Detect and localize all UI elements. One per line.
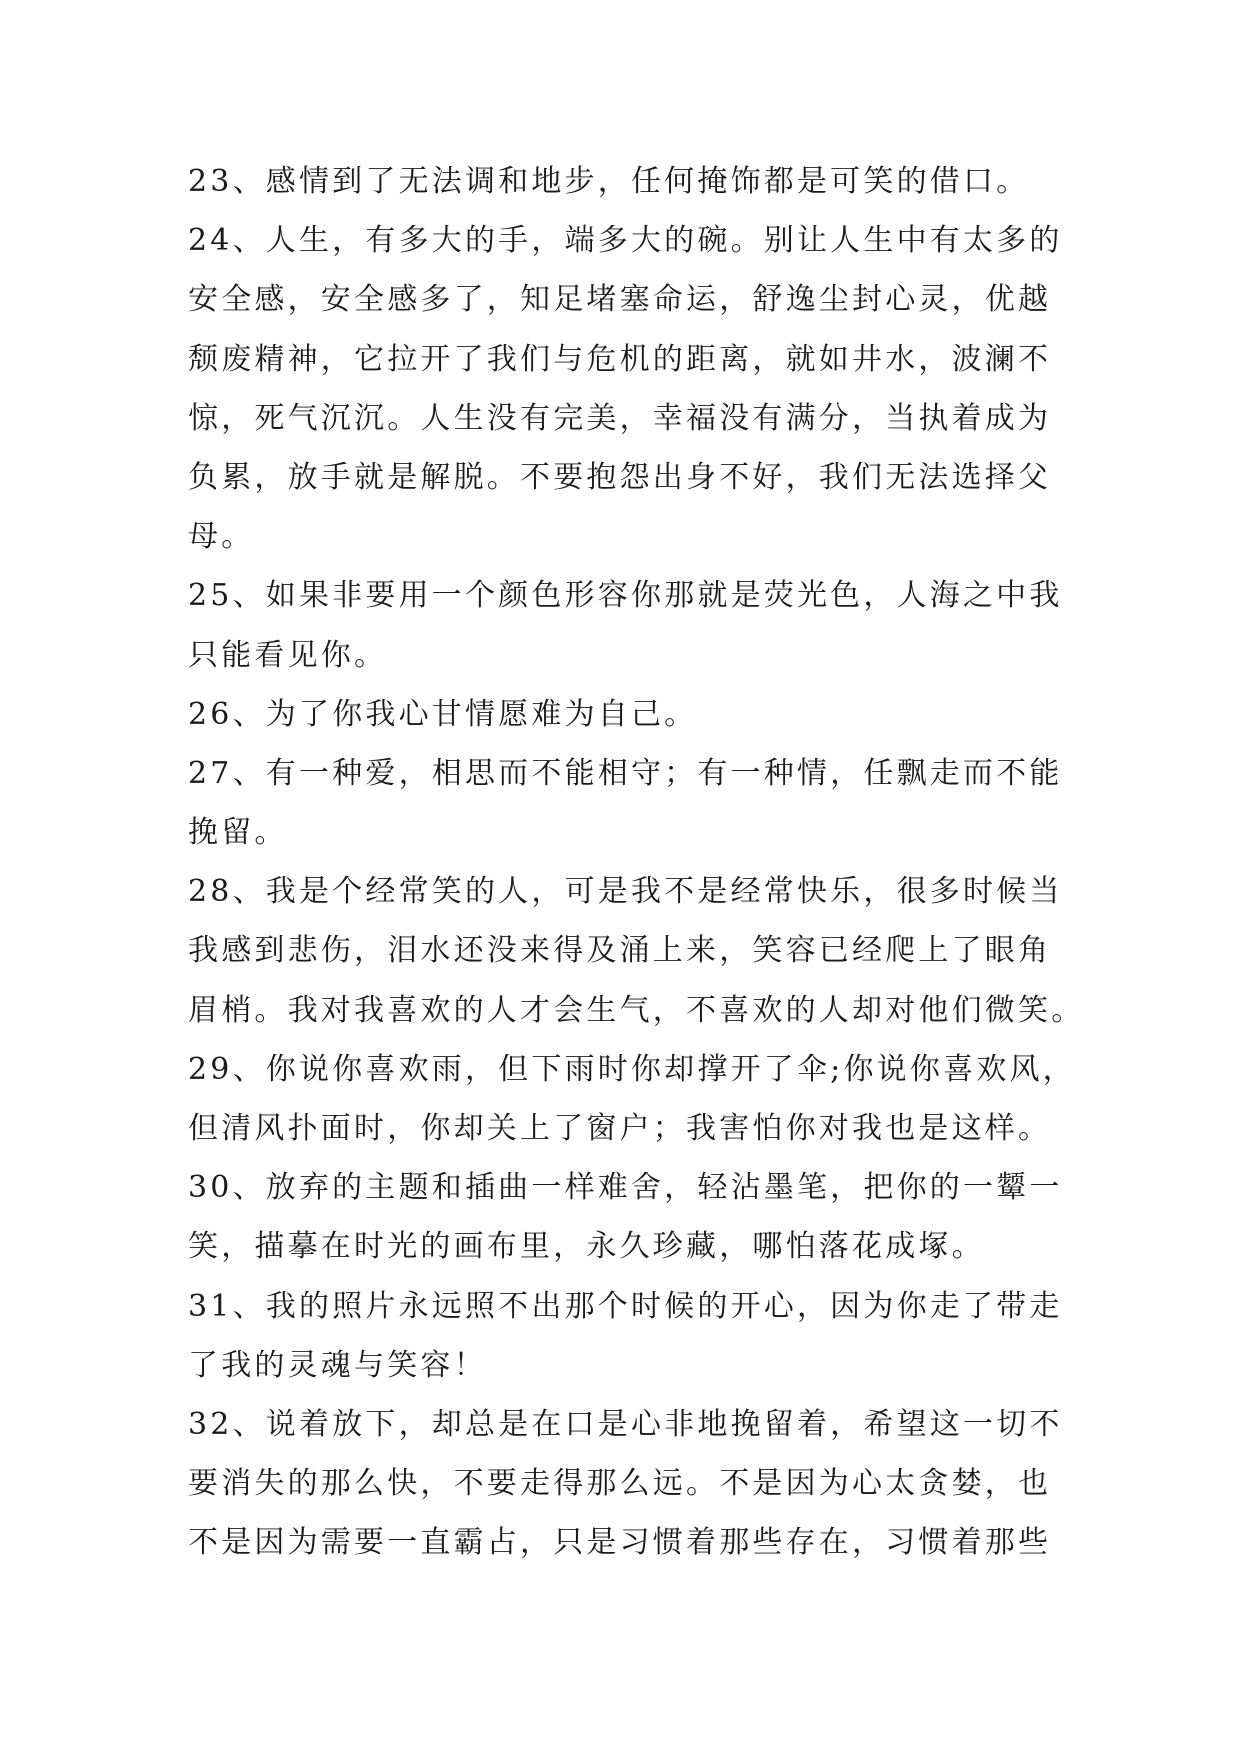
text-line: 28、我是个经常笑的人，可是我不是经常快乐，很多时候当 (188, 874, 1063, 910)
text-line: 负累，放手就是解脱。不要抱怨出身不好，我们无法选择父 (188, 459, 1052, 495)
text-line: 挽留。 (188, 815, 288, 851)
text-line: 要消失的那么快，不要走得那么远。不是因为心太贪婪，也 (188, 1466, 1052, 1502)
text-line: 母。 (188, 519, 255, 555)
text-line: 眉梢。我对我喜欢的人才会生气，不喜欢的人却对他们微笑。 (188, 992, 1085, 1028)
text-line: 32、说着放下，却总是在口是心非地挽留着，希望这一切不 (188, 1406, 1063, 1442)
text-line: 我感到悲伤，泪水还没来得及涌上来，笑容已经爬上了眼角 (188, 933, 1052, 969)
text-line: 颓废精神，它拉开了我们与危机的距离，就如井水，波澜不 (188, 341, 1052, 377)
text-line: 了我的灵魂与笑容！ (188, 1347, 487, 1383)
text-line: 惊，死气沉沉。人生没有完美，幸福没有满分，当执着成为 (188, 400, 1052, 436)
text-line: 27、有一种爱，相思而不能相守；有一种情，任飘走而不能 (188, 755, 1063, 791)
text-line: 31、我的照片永远照不出那个时候的开心，因为你走了带走 (188, 1288, 1063, 1324)
text-line: 但清风扑面时，你却关上了窗户；我害怕你对我也是这样。 (188, 1111, 1052, 1146)
text-line: 笑，描摹在时光的画布里，永久珍藏，哪怕落花成塚。 (188, 1229, 985, 1265)
text-line: 只能看见你。 (188, 637, 388, 673)
text-body (188, 152, 1085, 1573)
text-line: 30、放弃的主题和插曲一样难舍，轻沾墨笔，把你的一颦一 (188, 1170, 1063, 1206)
text-line: 29、你说你喜欢雨，但下雨时你却撑开了伞;你说你喜欢风， (188, 1051, 1076, 1087)
text-line: 25、如果非要用一个颜色形容你那就是荧光色，人海之中我 (188, 578, 1063, 614)
text-line: 26、为了你我心甘情愿难为自己。 (188, 696, 698, 732)
text-line: 不是因为需要一直霸占，只是习惯着那些存在，习惯着那些 (188, 1525, 1052, 1561)
text-line: 安全感，安全感多了，知足堵塞命运，舒逸尘封心灵，优越 (188, 282, 1052, 318)
text-line: 23、感情到了无法调和地步，任何掩饰都是可笑的借口。 (188, 164, 1030, 199)
text-line: 24、人生，有多大的手，端多大的碗。别让人生中有太多的 (188, 223, 1063, 259)
